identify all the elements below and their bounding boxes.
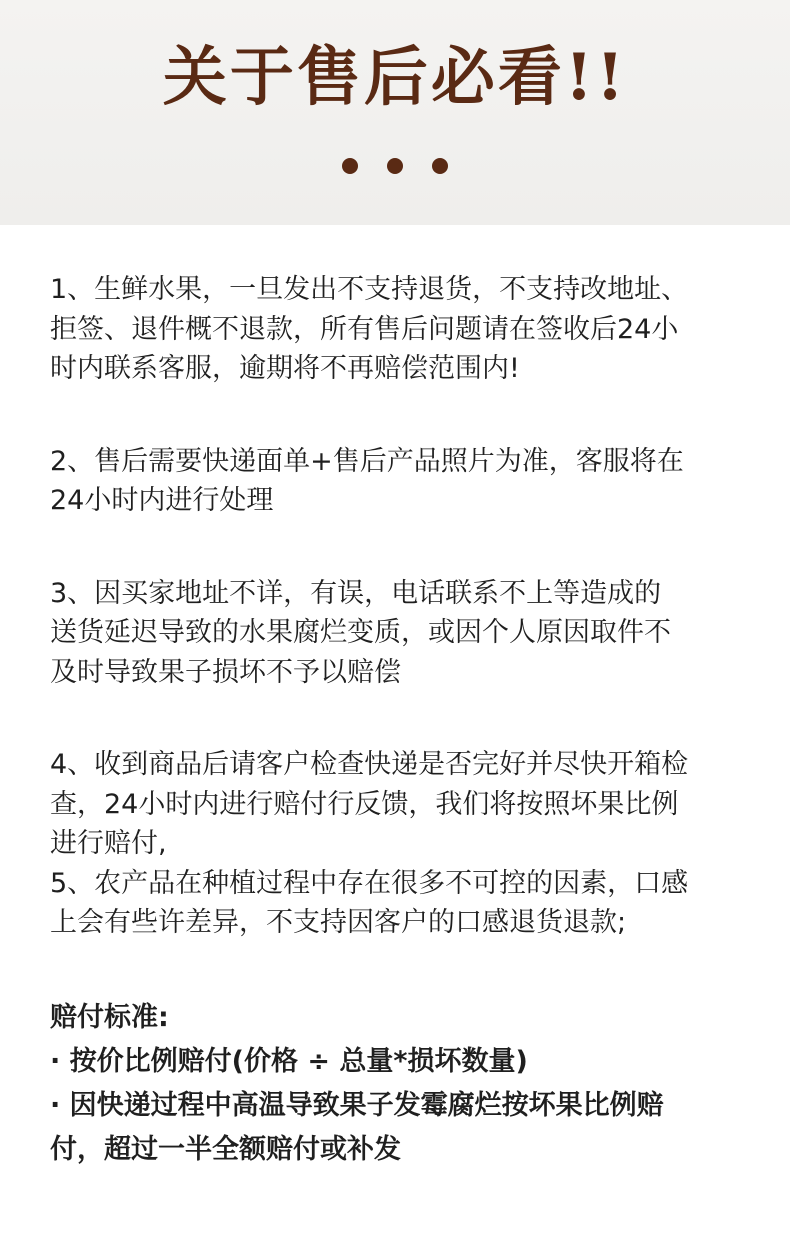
dot-icon [432, 158, 448, 174]
rule-2: 2、售后需要快递面单+售后产品照片为准，客服将在 24小时内进行处理 [50, 445, 684, 516]
rule-5: 5、农产品在种植过程中存在很多不可控的因素，口感 上会有些许差异，不支持因客户的口感退货退款; [50, 867, 689, 938]
rule-3: 3、因买家地址不详，有误，电话联系不上等造成的 送货延迟导致的水果腐烂变质，或因个人原因取件不 及时导致果子损坏不予以赔偿 [50, 577, 671, 688]
standard-item-1: · 按价比例赔付(价格 ÷ 总量*损坏数量) [50, 1045, 528, 1077]
standard-item-2: · 因快递过程中高温导致果子发霉腐烂按坏果比例赔 付，超过一半全额赔付或补发 [50, 1089, 664, 1165]
rule-1: 1、生鲜水果，一旦发出不支持退货，不支持改地址、 拒签、退件概不退款，所有售后问题请在签收后24小 时内联系客服，逾期将不再赔偿范围内! [50, 274, 689, 384]
page-title: 关于售后必看!! [162, 40, 628, 115]
decorative-dots [0, 158, 790, 174]
dot-icon [387, 158, 403, 174]
dot-icon [342, 158, 358, 174]
rule-4: 4、收到商品后请客户检查快递是否完好并尽快开箱检 查，24小时内进行赔付行反馈，我们将按照坏果比例 进行赔付, [50, 749, 689, 859]
policy-content [50, 270, 755, 1172]
standard-heading: 赔付标准: [50, 1001, 169, 1033]
header-banner [0, 0, 790, 225]
